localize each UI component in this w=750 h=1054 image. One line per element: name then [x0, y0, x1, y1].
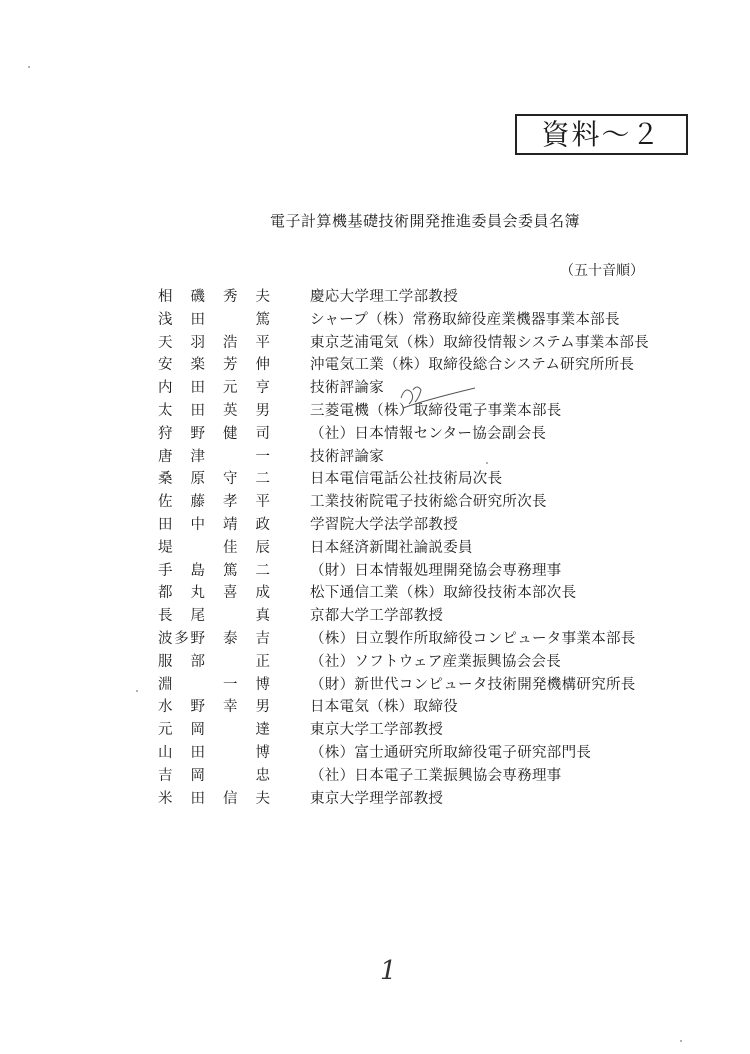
- member-row: [0, 354, 750, 377]
- member-row: [0, 674, 750, 697]
- member-affiliation: 東京大学理学部教授: [310, 790, 444, 807]
- member-row: [0, 286, 750, 309]
- member-name: 田 中 靖 政: [158, 516, 270, 533]
- member-name: 佐 藤 孝 平: [158, 494, 270, 511]
- member-name: 吉 岡 忠: [158, 767, 270, 784]
- member-list: [0, 286, 750, 810]
- member-row: [0, 423, 750, 446]
- member-name: 堤 佳 辰: [158, 539, 270, 556]
- member-row: [0, 651, 750, 674]
- member-row: [0, 514, 750, 537]
- member-affiliation: （財）日本情報処理開発協会専務理事: [310, 562, 562, 579]
- member-row: [0, 719, 750, 742]
- member-name: 相 磯 秀 夫: [158, 289, 270, 305]
- member-affiliation: 東京大学工学部教授: [310, 722, 444, 739]
- scan-speck: [136, 690, 138, 692]
- scan-speck: [680, 1040, 682, 1042]
- member-name: 内 田 元 亨: [158, 380, 270, 397]
- member-row: [0, 605, 750, 628]
- member-affiliation: （社）日本情報センター協会副会長: [310, 425, 547, 442]
- member-name: 波多野 泰 吉: [158, 630, 270, 647]
- member-row: [0, 537, 750, 560]
- member-affiliation: 日本電信電話公社技術局次長: [310, 471, 503, 488]
- member-affiliation: 工業技術院電子技術総合研究所次長: [310, 494, 547, 511]
- member-name: 安 楽 芳 伸: [158, 357, 270, 374]
- member-affiliation: 慶応大学理工学部教授: [310, 289, 458, 305]
- member-affiliation: 日本経済新聞社論説委員: [310, 539, 473, 556]
- member-name: 唐 津 一: [158, 448, 270, 465]
- member-affiliation: （株）富士通研究所取締役電子研究部門長: [310, 744, 592, 761]
- member-row: [0, 491, 750, 514]
- member-name: 淵 一 博: [158, 676, 270, 693]
- member-row: [0, 582, 750, 605]
- member-name: 手 島 篤 二: [158, 562, 270, 579]
- member-affiliation: （財）新世代コンピュータ技術開発機構研究所長: [310, 676, 636, 693]
- member-row: [0, 377, 750, 400]
- member-row: [0, 560, 750, 583]
- member-name: 浅 田 篤: [158, 311, 270, 328]
- member-row: [0, 742, 750, 765]
- member-name: 狩 野 健 司: [158, 425, 270, 442]
- member-name: 都 丸 喜 成: [158, 585, 270, 602]
- member-affiliation: 三菱電機（株）取締役電子事業本部長: [310, 402, 562, 419]
- member-affiliation: 松下通信工業（株）取締役技術本部次長: [310, 585, 577, 602]
- member-affiliation: （社）日本電子工業振興協会専務理事: [310, 767, 562, 784]
- member-affiliation: 技術評論家: [310, 448, 384, 465]
- member-name: 山 田 博: [158, 744, 270, 761]
- member-affiliation: 学習院大学法学部教授: [310, 516, 458, 533]
- member-affiliation: 東京芝浦電気（株）取締役情報システム事業本部長: [310, 334, 649, 351]
- member-row: [0, 765, 750, 788]
- member-name: 水 野 幸 男: [158, 699, 270, 716]
- member-row: [0, 788, 750, 811]
- member-name: 太 田 英 男: [158, 402, 270, 419]
- member-name: 天 羽 浩 平: [158, 334, 270, 351]
- member-row: [0, 696, 750, 719]
- member-affiliation: （株）日立製作所取締役コンピュータ事業本部長: [310, 630, 636, 647]
- member-affiliation: 沖電気工業（株）取締役総合システム研究所所長: [310, 357, 635, 374]
- member-name: 元 岡 達: [158, 722, 270, 739]
- member-row: [0, 309, 750, 332]
- member-row: [0, 628, 750, 651]
- scan-speck: [486, 462, 488, 464]
- member-row: [0, 332, 750, 355]
- member-affiliation: シャープ（株）常務取締役産業機器事業本部長: [310, 311, 620, 328]
- member-name: 服 部 正: [158, 653, 270, 670]
- member-affiliation: （社）ソフトウェア産業振興協会会長: [310, 653, 562, 670]
- member-name: 桑 原 守 二: [158, 471, 270, 488]
- handwritten-annotation-mark: [395, 378, 480, 412]
- member-row: [0, 446, 750, 469]
- member-affiliation: 日本電気（株）取締役: [310, 699, 458, 716]
- member-affiliation: 京都大学工学部教授: [310, 608, 444, 625]
- page-number: 1: [380, 956, 397, 986]
- member-affiliation: 技術評論家: [310, 380, 384, 397]
- document-label-box: 資料～２: [515, 114, 688, 155]
- member-row: [0, 468, 750, 491]
- scan-speck: [28, 66, 30, 68]
- member-name: 米 田 信 夫: [158, 790, 270, 807]
- order-note: （五十音順）: [560, 263, 644, 279]
- member-row: [0, 400, 750, 423]
- document-title: 電子計算機基礎技術開発推進委員会委員名簿: [270, 212, 581, 230]
- member-name: 長 尾 真: [158, 608, 270, 625]
